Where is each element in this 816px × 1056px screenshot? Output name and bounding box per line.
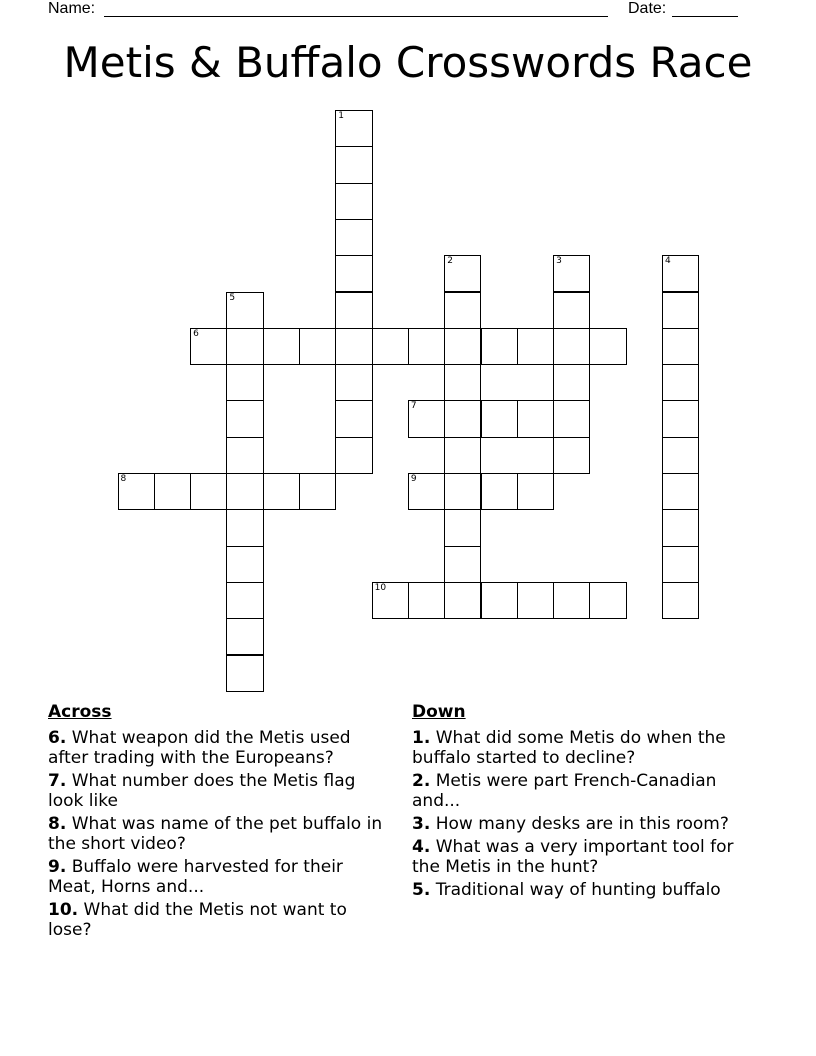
across-heading: Across [48, 702, 112, 722]
grid-cell[interactable] [263, 328, 300, 365]
clue-number: 8. [48, 814, 67, 834]
clue-number: 4 [665, 256, 671, 267]
grid-cell[interactable] [662, 509, 699, 546]
clue [48, 728, 393, 768]
grid-cell[interactable] [408, 328, 445, 365]
header-line [48, 0, 748, 20]
grid-cell[interactable] [226, 655, 263, 692]
grid-cell[interactable] [662, 255, 699, 292]
grid-cell[interactable] [444, 255, 481, 292]
grid-cell[interactable] [335, 183, 372, 220]
grid-cell[interactable] [589, 582, 626, 619]
date-label: Date: [628, 0, 667, 17]
grid-cell[interactable] [517, 328, 554, 365]
grid-cell[interactable] [662, 364, 699, 401]
clue-number: 7 [410, 401, 417, 412]
clue-text: What did some Metis do when the buffalo started to decline? [412, 728, 726, 768]
grid-cell[interactable] [118, 473, 155, 510]
grid-cell[interactable] [372, 582, 409, 619]
grid-cell[interactable] [335, 146, 372, 183]
across-clues [48, 702, 393, 943]
grid-cell[interactable] [335, 437, 372, 474]
clue [412, 771, 757, 811]
grid-cell[interactable] [517, 582, 554, 619]
grid-cell[interactable] [226, 437, 263, 474]
grid-cell[interactable] [372, 328, 409, 365]
clue [48, 814, 393, 854]
clue-number: 8 [120, 474, 127, 484]
clue-number: 3. [412, 814, 431, 834]
grid-cell[interactable] [481, 328, 518, 365]
grid-cell[interactable] [226, 364, 263, 401]
grid-cell[interactable] [190, 328, 227, 365]
grid-cell[interactable] [226, 400, 263, 437]
grid-cell[interactable] [662, 400, 699, 437]
grid-cell[interactable] [226, 509, 263, 546]
clue-number: 6 [193, 328, 199, 339]
grid-cell[interactable] [335, 219, 372, 256]
grid-cell[interactable] [553, 328, 590, 365]
grid-cell[interactable] [444, 437, 481, 474]
grid-cell[interactable] [226, 618, 263, 655]
clue-text: Metis were part French-Canadian and... [412, 771, 717, 811]
grid-cell[interactable] [444, 400, 481, 437]
grid-cell[interactable] [444, 582, 481, 619]
grid-cell[interactable] [226, 292, 263, 329]
grid-cell[interactable] [481, 473, 518, 510]
clue [412, 814, 757, 834]
clue-number: 10. [48, 900, 79, 920]
grid-cell[interactable] [335, 292, 372, 329]
clue-number: 10 [374, 582, 387, 593]
name-label: Name: [48, 0, 96, 17]
grid-cell[interactable] [408, 473, 445, 510]
grid-cell[interactable] [226, 473, 263, 510]
grid-cell[interactable] [226, 582, 263, 619]
down-clues [412, 702, 757, 903]
clue [48, 857, 393, 897]
grid-cell[interactable] [662, 437, 699, 474]
grid-cell[interactable] [444, 328, 481, 365]
clue [48, 900, 393, 940]
grid-cell[interactable] [517, 473, 554, 510]
grid-cell[interactable] [662, 473, 699, 510]
grid-cell[interactable] [589, 328, 626, 365]
down-heading: Down [412, 702, 466, 722]
grid-cell[interactable] [517, 400, 554, 437]
clue-number: 2 [447, 256, 453, 267]
clue-number: 9. [48, 857, 67, 877]
clue-number: 5. [412, 880, 431, 900]
grid-cell[interactable] [662, 546, 699, 583]
grid-cell[interactable] [335, 110, 372, 147]
grid-cell[interactable] [444, 509, 481, 546]
clue-text: What did the Metis not want to lose? [48, 900, 347, 940]
grid-cell[interactable] [444, 473, 481, 510]
clue-number: 6. [48, 728, 67, 748]
clue-number: 9 [410, 474, 417, 484]
clue-text: What number does the Metis flag look like [48, 771, 356, 811]
grid-cell[interactable] [335, 255, 372, 292]
grid-cell[interactable] [335, 400, 372, 437]
across-clue-list [48, 728, 393, 940]
clue-text: What weapon did the Metis used after trading with the Europeans? [48, 728, 351, 768]
clue-number: 7. [48, 771, 67, 791]
grid-cell[interactable] [553, 400, 590, 437]
grid-cell[interactable] [226, 328, 263, 365]
clue-number: 4. [412, 837, 431, 857]
page-title: Metis & Buffalo Crosswords Race [63, 38, 753, 87]
clue [412, 837, 757, 877]
clue-text: What was name of the pet buffalo in the short video? [48, 814, 383, 854]
grid-cell[interactable] [263, 473, 300, 510]
clue-text: What was a very important tool for the Metis in the hunt? [412, 837, 734, 877]
grid-cell[interactable] [662, 292, 699, 329]
grid-cell[interactable] [553, 364, 590, 401]
grid-cell[interactable] [553, 255, 590, 292]
grid-cell[interactable] [662, 582, 699, 619]
grid-cell[interactable] [335, 328, 372, 365]
clue-text: How many desks are in this room? [430, 814, 729, 834]
clue-number: 1. [412, 728, 431, 748]
grid-cell[interactable] [444, 292, 481, 329]
grid-cell[interactable] [335, 364, 372, 401]
grid-cell[interactable] [299, 328, 336, 365]
grid-cell[interactable] [481, 582, 518, 619]
grid-cell[interactable] [190, 473, 227, 510]
clue [412, 728, 757, 768]
name-blank[interactable] [104, 16, 608, 17]
grid-cell[interactable] [226, 546, 263, 583]
grid-cell[interactable] [662, 328, 699, 365]
down-clue-list [412, 728, 757, 900]
grid-cell[interactable] [299, 473, 336, 510]
clue-number: 3 [556, 256, 562, 267]
clue-number: 1 [338, 111, 345, 121]
clue [48, 771, 393, 811]
grid-cell[interactable] [408, 400, 445, 437]
grid-cell[interactable] [481, 400, 518, 437]
clue-text: Traditional way of hunting buffalo [430, 880, 721, 900]
clue-text: Buffalo were harvested for their Meat, Horns and... [48, 857, 343, 897]
clue [412, 880, 757, 900]
clue-number: 5 [229, 292, 236, 303]
grid-cell[interactable] [553, 292, 590, 329]
grid-cell[interactable] [553, 582, 590, 619]
date-blank[interactable] [672, 16, 738, 17]
grid-cell[interactable] [408, 582, 445, 619]
grid-cell[interactable] [154, 473, 191, 510]
grid-cell[interactable] [444, 364, 481, 401]
grid-cell[interactable] [444, 546, 481, 583]
grid-cell[interactable] [553, 437, 590, 474]
clue-number: 2. [412, 771, 431, 791]
